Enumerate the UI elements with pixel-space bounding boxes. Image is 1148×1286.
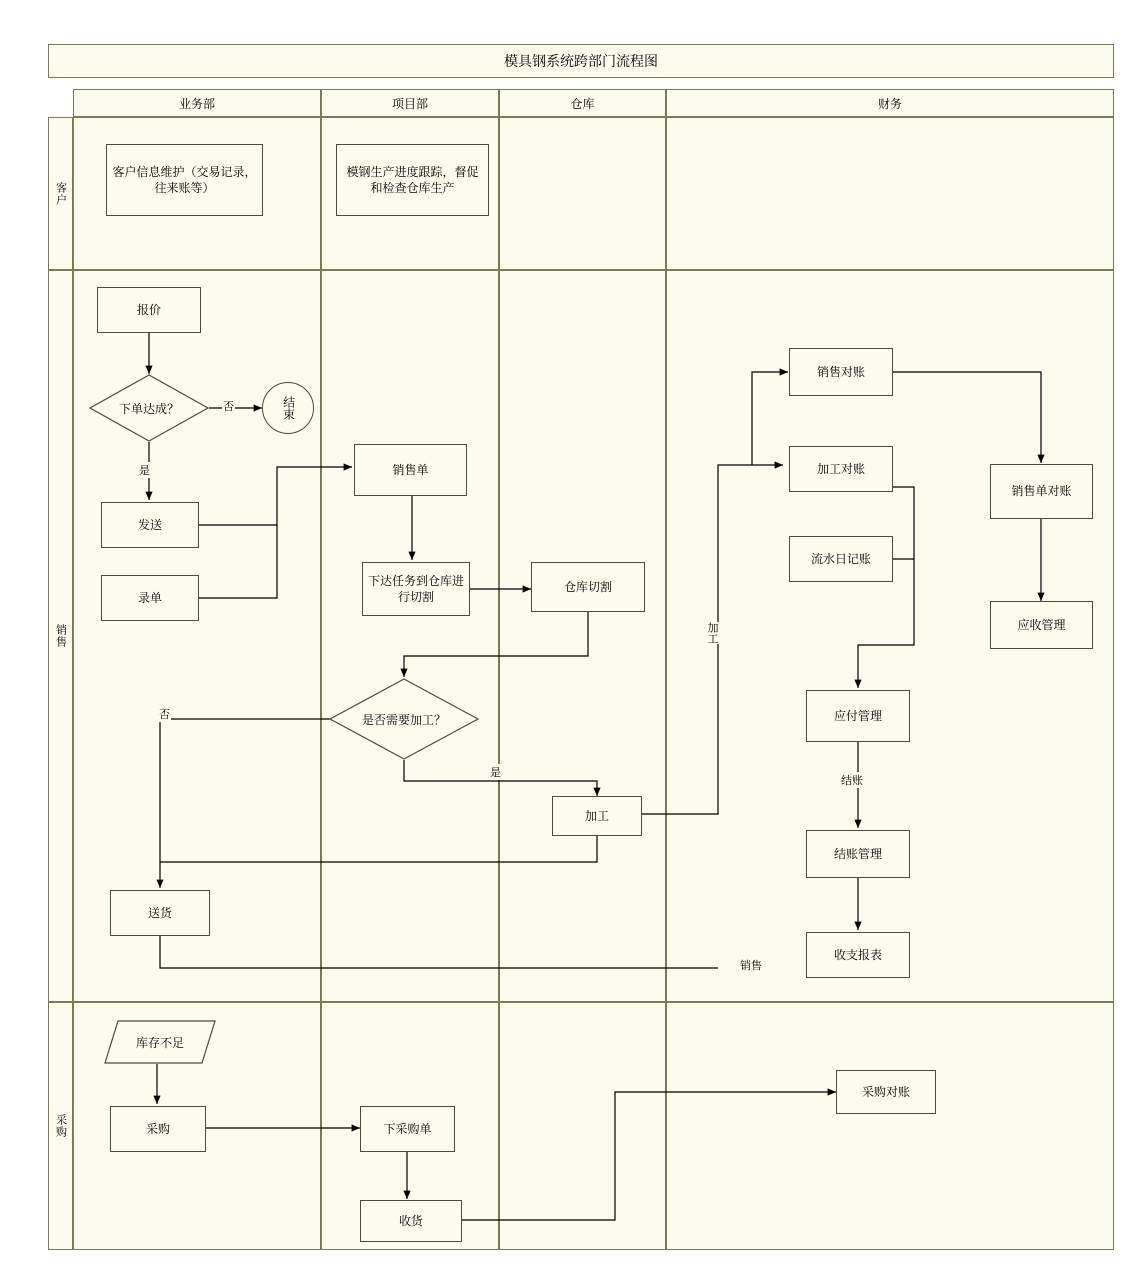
diagram-title: [48, 44, 1114, 78]
node-end-terminator[interactable]: [262, 382, 314, 434]
node-settlement-management-label: 结账管理: [833, 846, 882, 861]
edge-label-processing-yes: 是: [489, 764, 502, 780]
node-processing-reconciliation[interactable]: [789, 446, 893, 492]
node-daily-journal-label: 流水日记账: [810, 551, 871, 566]
node-record-order[interactable]: [101, 575, 199, 621]
node-income-expense-report[interactable]: [806, 932, 910, 978]
node-need-processing-decision[interactable]: [329, 678, 479, 760]
node-daily-journal[interactable]: [789, 536, 893, 582]
node-delivery-label: 送货: [147, 905, 172, 920]
column-header-business: [73, 89, 321, 117]
column-header-project: [321, 89, 499, 117]
cell-customer-finance: [666, 117, 1114, 270]
edge-label-order-yes: 是: [138, 462, 151, 478]
column-header-finance-label: 财务: [877, 96, 902, 111]
node-purchase-label: 采购: [145, 1121, 170, 1136]
node-receivables-management[interactable]: [990, 601, 1093, 649]
node-delivery[interactable]: [110, 890, 210, 936]
edge-label-processing-no: 否: [158, 706, 171, 722]
node-purchase-reconciliation-label: 采购对账: [861, 1084, 910, 1099]
node-sales-reconciliation-label: 销售对账: [816, 364, 865, 379]
cell-purchase-warehouse: [499, 1002, 666, 1250]
node-purchase[interactable]: [110, 1106, 206, 1152]
edge-label-settlement: 结账: [840, 772, 864, 788]
swimlane-header-customer-label: 客户: [54, 181, 67, 206]
swimlane-header-sales-label: 销售: [54, 624, 67, 648]
node-warehouse-cutting-label: 仓库切割: [563, 579, 612, 594]
node-sales-reconciliation[interactable]: [789, 348, 893, 396]
column-header-warehouse-label: 仓库: [570, 96, 595, 111]
node-income-expense-report-label: 收支报表: [833, 947, 882, 962]
diagram-title-label: 模具钢系统跨部门流程图: [504, 53, 658, 69]
node-send[interactable]: [101, 502, 199, 548]
node-assign-cutting-task-label: 下达任务到仓库进行切割: [367, 573, 464, 604]
node-order-confirmed-decision[interactable]: [89, 374, 209, 442]
node-quotation[interactable]: [97, 287, 201, 333]
node-send-label: 发送: [137, 517, 162, 532]
node-purchase-reconciliation[interactable]: [836, 1070, 936, 1114]
node-receivables-management-label: 应收管理: [1017, 617, 1066, 632]
node-create-purchase-order[interactable]: [360, 1106, 455, 1152]
node-production-progress-tracking[interactable]: [336, 144, 489, 216]
node-warehouse-cutting[interactable]: [531, 562, 645, 612]
node-processing-reconciliation-label: 加工对账: [816, 461, 865, 476]
edge-label-sales-bus: 销售: [739, 957, 763, 973]
node-sales-order-label: 销售单: [392, 462, 429, 477]
swimlane-header-purchase: [48, 1002, 73, 1250]
node-insufficient-stock-label: 库存不足: [135, 1035, 184, 1050]
node-sales-order-reconciliation-label: 销售单对账: [1011, 484, 1072, 499]
node-quotation-label: 报价: [136, 302, 161, 317]
node-customer-info-maintenance-label: 客户信息维护（交易记录，往来账等）: [112, 164, 257, 195]
node-processing[interactable]: [552, 796, 642, 836]
node-sales-order[interactable]: [354, 444, 467, 496]
column-header-project-label: 项目部: [391, 96, 428, 111]
node-payables-management-label: 应付管理: [833, 708, 882, 723]
node-need-processing-decision-label: 是否需要加工？: [361, 712, 446, 727]
node-order-confirmed-decision-label: 下单达成？: [118, 401, 179, 416]
node-insufficient-stock[interactable]: [104, 1020, 216, 1064]
column-header-warehouse: [499, 89, 666, 117]
cell-sales-warehouse: [499, 270, 666, 1002]
edge-label-processing-bus: 加工: [703, 622, 721, 644]
column-header-business-label: 业务部: [178, 96, 215, 111]
edge-label-order-no: 否: [222, 398, 235, 414]
column-header-finance: [666, 89, 1114, 117]
node-record-order-label: 录单: [137, 590, 162, 605]
node-settlement-management[interactable]: [806, 830, 910, 878]
swimlane-header-sales: [48, 270, 73, 1002]
node-assign-cutting-task[interactable]: [362, 562, 470, 616]
node-receiving-label: 收货: [398, 1213, 423, 1228]
node-payables-management[interactable]: [806, 690, 910, 742]
cell-sales-project: [321, 270, 499, 1002]
swimlane-header-customer: [48, 117, 73, 270]
node-receiving[interactable]: [360, 1200, 462, 1242]
swimlane-header-purchase-label: 采购: [54, 1114, 67, 1138]
node-end-terminator-label: 结束: [281, 396, 296, 420]
node-production-progress-tracking-label: 模钢生产进度跟踪，督促和检查仓库生产: [346, 164, 479, 195]
node-processing-label: 加工: [584, 808, 609, 823]
node-create-purchase-order-label: 下采购单: [383, 1121, 432, 1136]
cell-customer-warehouse: [499, 117, 666, 270]
node-sales-order-reconciliation[interactable]: [990, 464, 1093, 519]
node-customer-info-maintenance[interactable]: [106, 144, 263, 216]
cell-purchase-finance: [666, 1002, 1114, 1250]
